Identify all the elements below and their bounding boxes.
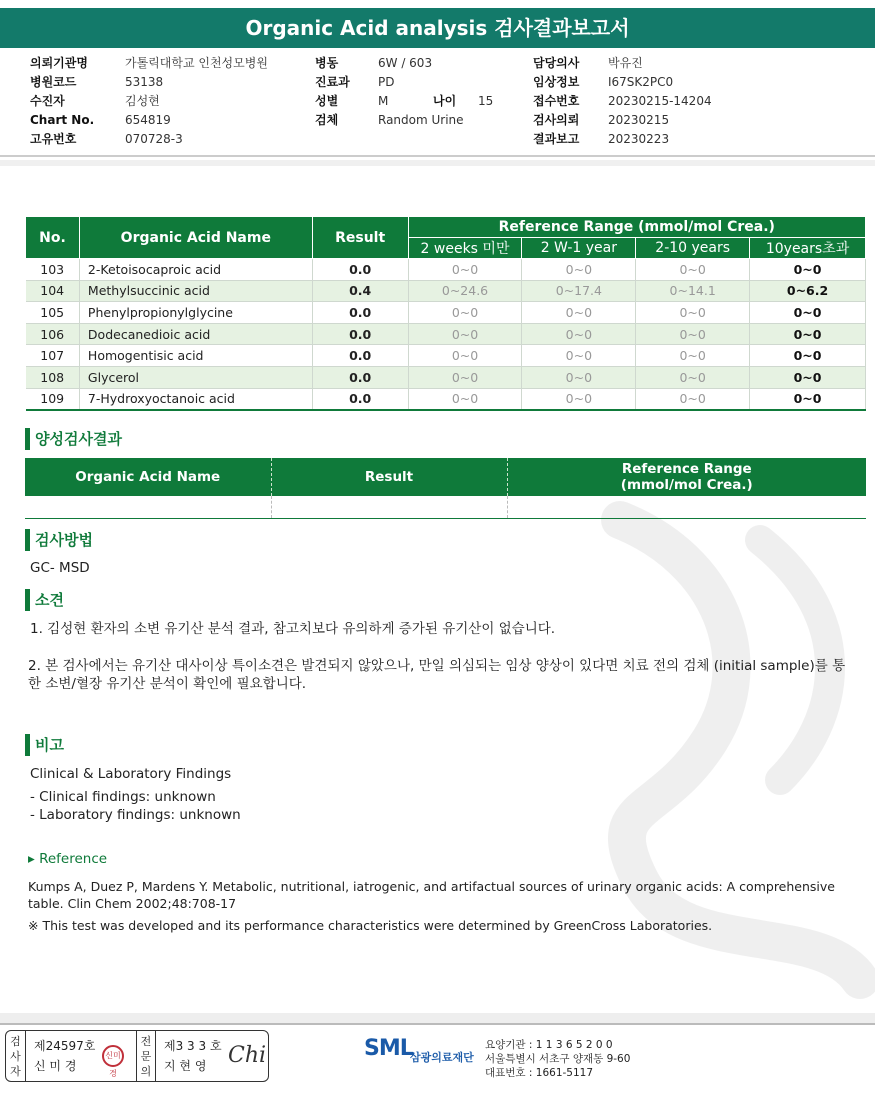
logo-org-name: 삼광의료재단 xyxy=(410,1051,474,1064)
positive-results-table xyxy=(25,458,866,519)
info-row: 접수번호 20230215-14204 xyxy=(533,94,712,108)
table-row xyxy=(25,496,866,518)
remarks-line-2: - Clinical findings: unknown xyxy=(30,789,216,805)
specialist-label: 전문의 xyxy=(136,1031,156,1081)
table-row: 108 Glycerol 0.0 0~0 0~0 0~0 0~0 xyxy=(26,366,866,388)
col-header-ref-2: 2 W-1 year xyxy=(522,238,636,259)
info-row: 병원코드 53138 xyxy=(30,75,164,89)
remarks-line-3: - Laboratory findings: unknown xyxy=(30,807,241,823)
signature-box xyxy=(5,1030,269,1082)
method-title: 검사방법 xyxy=(25,529,93,551)
divider xyxy=(0,155,875,157)
info-row: 담당의사 박유진 xyxy=(533,56,643,70)
col-header-no: No. xyxy=(26,217,80,259)
reference-citation: Kumps A, Duez P, Mardens Y. Metabolic, nutritional, iatrogenic, and artifactual sources of urinary organic acids: A comprehensive table. Clin Chem 2002;48:708-17 xyxy=(28,879,835,911)
footer-divider xyxy=(0,1023,875,1025)
report-title: Organic Acid analysis 검사결과보고서 xyxy=(0,8,875,48)
divider xyxy=(0,160,875,166)
pos-header-reference: Reference Range (mmol/mol Crea.) xyxy=(507,458,866,496)
logo-text: SML xyxy=(364,1036,413,1061)
info-col-1 xyxy=(30,54,268,149)
info-row: 병동 6W / 603 xyxy=(315,56,433,70)
info-row: Chart No. 654819 xyxy=(30,113,171,127)
info-row: 진료과 PD xyxy=(315,75,395,89)
info-row: 검사의뢰 20230215 xyxy=(533,113,670,127)
reference-heading: ▸ Reference xyxy=(28,851,108,867)
info-row: 성별 M 나이 15 xyxy=(315,92,493,111)
info-row: 결과보고 20230223 xyxy=(533,132,670,146)
opinion-title: 소견 xyxy=(25,589,64,611)
table-row: 104 Methylsuccinic acid 0.4 0~24.6 0~17.4 0~14.1 0~6.2 xyxy=(26,280,866,302)
table-row: 109 7-Hydroxyoctanoic acid 0.0 0~0 0~0 0~0 0~0 xyxy=(26,388,866,410)
info-row: 의뢰기관명 가톨릭대학교 인천성모병원 xyxy=(30,56,268,70)
info-row: 고유번호 070728-3 xyxy=(30,132,183,146)
examiner-stamp-icon: 신미경 xyxy=(102,1045,124,1067)
sml-logo xyxy=(364,1036,474,1064)
patient-info xyxy=(0,54,875,154)
info-row: 수진자 김성현 xyxy=(30,94,160,108)
remarks-line-1: Clinical & Laboratory Findings xyxy=(30,766,232,782)
pos-header-name: Organic Acid Name xyxy=(25,458,271,496)
col-header-ref-1: 2 weeks 미만 xyxy=(408,238,522,259)
col-header-ref-4: 10years초과 xyxy=(750,238,866,259)
opinion-p2: 2. 본 검사에서는 유기산 대사이상 특이소견은 발견되지 않았으나, 만일 의심되는 임상 양상이 있다면 치료 전의 검체 (initial sample)를 통한 소변/혈장 유기산 분석이 확인에 필요합니다. xyxy=(28,658,846,692)
reference-note: ※ This test was developed and its performance characteristics were determined by GreenCross Laboratories. xyxy=(28,918,713,933)
table-row: 105 Phenylpropionylglycine 0.0 0~0 0~0 0~0 0~0 xyxy=(26,302,866,324)
examiner-info: 제24597호 신 미 경 xyxy=(34,1039,96,1073)
specialist-info: 제3 3 3 호 지 현 영 xyxy=(164,1039,222,1073)
info-row: 검체 Random Urine xyxy=(315,113,464,127)
table-row: 106 Dodecanedioic acid 0.0 0~0 0~0 0~0 0~0 xyxy=(26,323,866,345)
col-header-result: Result xyxy=(312,217,408,259)
table-row: 107 Homogentisic acid 0.0 0~0 0~0 0~0 0~0 xyxy=(26,345,866,367)
remarks-title: 비고 xyxy=(25,734,64,756)
pos-header-result: Result xyxy=(271,458,507,496)
org-address: 요양기관 : 1 1 3 6 5 2 0 0 서울특별시 서초구 양재동 9-60 대표번호 : 1661-5117 xyxy=(485,1039,631,1079)
info-col-2 xyxy=(315,54,493,130)
col-header-ref-3: 2-10 years xyxy=(636,238,750,259)
col-header-reference: Reference Range (mmol/mol Crea.) xyxy=(408,217,865,238)
examiner-label: 검사자 xyxy=(6,1031,26,1081)
info-col-3 xyxy=(533,54,712,149)
footer-divider xyxy=(0,1013,875,1023)
opinion-p1: 1. 김성현 환자의 소변 유기산 분석 결과, 참고치보다 유의하게 증가된 유기산이 없습니다. xyxy=(30,621,556,637)
age-label: 나이 xyxy=(433,94,457,108)
specialist-signature: Chi xyxy=(228,1043,267,1068)
method-text: GC- MSD xyxy=(30,560,90,576)
positive-results-title: 양성검사결과 xyxy=(25,428,122,450)
col-header-name: Organic Acid Name xyxy=(79,217,312,259)
info-row: 임상정보 I67SK2PC0 xyxy=(533,75,674,89)
table-row: 103 2-Ketoisocaproic acid 0.0 0~0 0~0 0~0 0~0 xyxy=(26,259,866,281)
age-value: 15 xyxy=(478,94,494,108)
organic-acid-table xyxy=(25,216,866,411)
